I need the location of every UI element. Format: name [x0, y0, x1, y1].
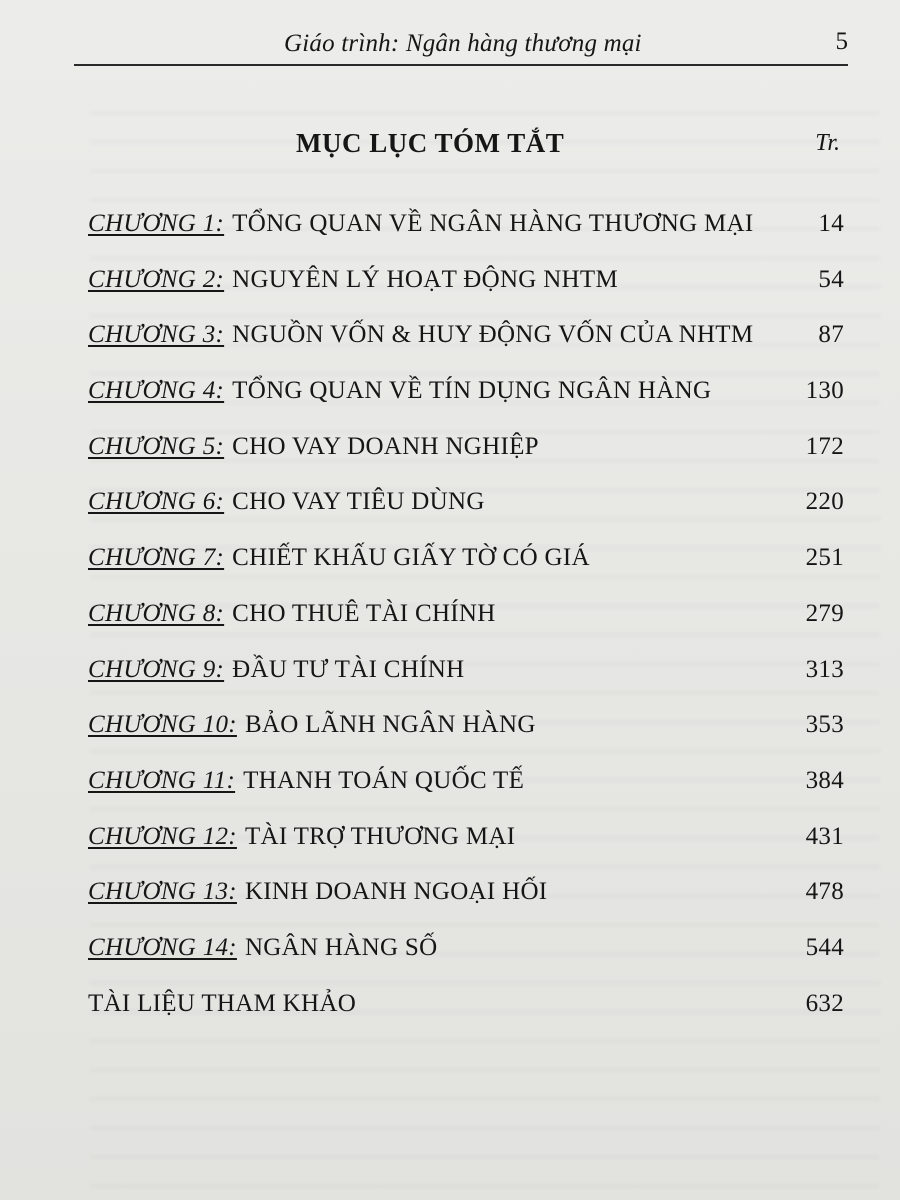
toc-entry [88, 321, 844, 377]
chapter-label: CHƯƠNG 2: [88, 265, 225, 293]
chapter-page: 478 [805, 878, 844, 906]
references-title: TÀI LIỆU THAM KHẢO [88, 989, 357, 1017]
toc-title: MỤC LỤC TÓM TẮT [296, 128, 565, 158]
toc-entry [88, 767, 844, 823]
chapter-page: 130 [805, 377, 844, 405]
toc-entry-references [88, 990, 844, 1046]
chapter-title: TỔNG QUAN VỀ TÍN DỤNG NGÂN HÀNG [232, 377, 712, 405]
chapter-page: 251 [805, 544, 844, 572]
chapter-title: NGUỒN VỐN & HUY ĐỘNG VỐN CỦA NHTM [232, 321, 754, 349]
toc-entry [88, 600, 844, 656]
chapter-title: NGÂN HÀNG SỐ [244, 933, 438, 961]
toc-entry [88, 433, 844, 489]
chapter-page: 353 [805, 711, 844, 739]
references-page: 632 [805, 989, 844, 1017]
chapter-label: CHƯƠNG 14: [88, 933, 237, 961]
chapter-page: 87 [818, 321, 844, 349]
chapter-label: CHƯƠNG 1: [88, 210, 225, 237]
chapter-title: CHO VAY DOANH NGHIỆP [232, 432, 539, 460]
chapter-page: 313 [805, 655, 844, 683]
chapter-title: BẢO LÃNH NGÂN HÀNG [244, 711, 536, 739]
chapter-title: TÀI TRỢ THƯƠNG MẠI [244, 822, 516, 850]
chapter-title: CHIẾT KHẤU GIẤY TỜ CÓ GIÁ [232, 544, 590, 572]
toc-entry [88, 488, 844, 544]
chapter-page: 431 [805, 822, 844, 850]
chapter-page: 220 [805, 488, 844, 516]
chapter-title: ĐẦU TƯ TÀI CHÍNH [232, 655, 465, 683]
chapter-page: 14 [818, 210, 844, 237]
page-column-label: Tr. [815, 130, 840, 156]
page-number: 5 [835, 28, 848, 55]
chapter-label: CHƯƠNG 7: [88, 544, 225, 572]
toc-entry [88, 377, 844, 433]
toc-entry [88, 266, 844, 322]
chapter-title: CHO VAY TIÊU DÙNG [232, 488, 485, 516]
chapter-label: CHƯƠNG 10: [88, 711, 237, 739]
chapter-label: CHƯƠNG 11: [88, 766, 236, 794]
chapter-label: CHƯƠNG 8: [88, 599, 225, 627]
toc-entry [88, 711, 844, 767]
chapter-title: KINH DOANH NGOẠI HỐI [244, 878, 548, 906]
chapter-label: CHƯƠNG 13: [88, 878, 237, 906]
chapter-page: 544 [805, 933, 844, 961]
chapter-page: 279 [805, 599, 844, 627]
chapter-page: 384 [805, 766, 844, 794]
chapter-label: CHƯƠNG 6: [88, 488, 225, 516]
chapter-title: THANH TOÁN QUỐC TẾ [243, 766, 525, 794]
toc-entry [88, 823, 844, 879]
chapter-label: CHƯƠNG 5: [88, 432, 225, 460]
toc-entry [88, 934, 844, 990]
chapter-page: 172 [805, 432, 844, 460]
chapter-label: CHƯƠNG 4: [88, 377, 225, 405]
chapter-title: TỔNG QUAN VỀ NGÂN HÀNG THƯƠNG MẠI [232, 210, 754, 237]
toc-entry [88, 656, 844, 712]
chapter-label: CHƯƠNG 3: [88, 321, 225, 349]
page-header [74, 22, 848, 66]
toc-entry [88, 544, 844, 600]
chapter-label: CHƯƠNG 9: [88, 655, 225, 683]
chapter-page: 54 [818, 265, 844, 293]
chapter-title: NGUYÊN LÝ HOẠT ĐỘNG NHTM [232, 265, 619, 293]
chapter-title: CHO THUÊ TÀI CHÍNH [232, 599, 496, 627]
running-title: Giáo trình: Ngân hàng thương mại [284, 30, 642, 57]
toc-entry [88, 210, 844, 266]
toc-entry [88, 878, 844, 934]
chapter-label: CHƯƠNG 12: [88, 822, 237, 850]
toc-list [88, 210, 844, 1045]
